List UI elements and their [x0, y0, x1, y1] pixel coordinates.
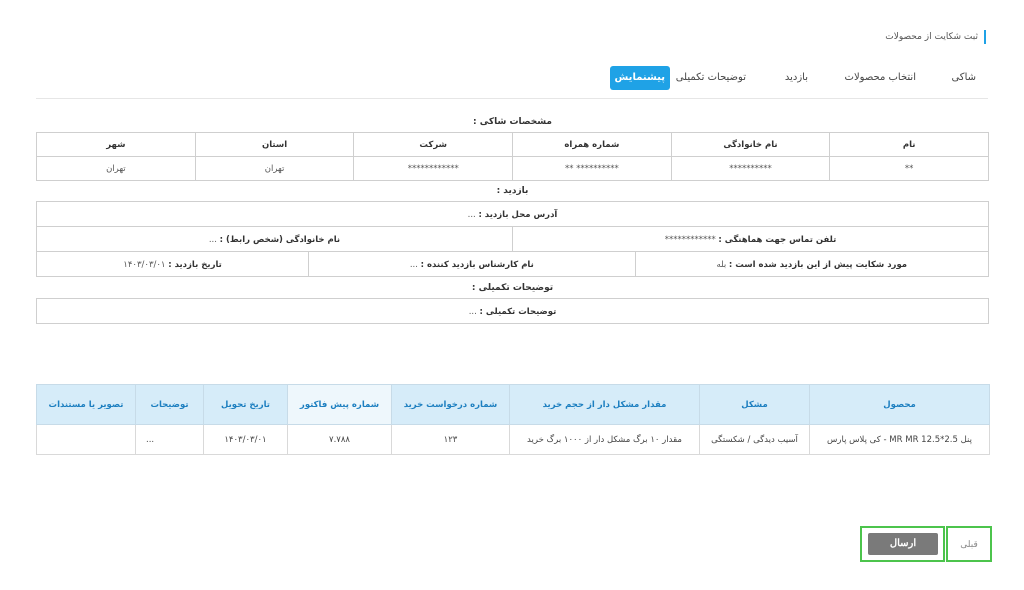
- products-table: [36, 384, 990, 455]
- visited-before-value: بله: [716, 260, 727, 270]
- value-last-name: **********: [671, 157, 830, 181]
- products-header-delivery-date: تاریخ تحویل: [204, 385, 288, 425]
- header-city: شهر: [37, 133, 196, 157]
- complainant-value-row: [37, 157, 989, 181]
- tab-select-products[interactable]: انتخاب محصولات: [844, 72, 916, 83]
- products-header-attachments: تصویر یا مستندات: [37, 385, 136, 425]
- visit-address-label: آدرس محل بازدید :: [478, 210, 558, 220]
- value-mobile: ********** **: [513, 157, 672, 181]
- header-divider: [36, 98, 988, 99]
- delivery-date-cell: ۱۴۰۳/۰۳/۰۱: [204, 425, 288, 455]
- tab-visit[interactable]: بازدید: [784, 72, 808, 83]
- visit-phone-value: ************: [664, 235, 716, 245]
- table-row: [37, 425, 990, 455]
- header-last-name: نام خانوادگی: [671, 133, 830, 157]
- extra-description-label: توضیحات تکمیلی :: [479, 307, 557, 317]
- visit-details-row: [36, 251, 989, 277]
- problem-cell: آسیب دیدگی / شکستگی: [700, 425, 810, 455]
- complainant-table: [36, 132, 989, 181]
- value-company: ************: [354, 157, 513, 181]
- tab-complainant[interactable]: شاکی: [951, 72, 976, 83]
- complainant-section-title: مشخصات شاکی :: [473, 117, 552, 127]
- value-province: تهران: [195, 157, 354, 181]
- header-first-name: نام: [830, 133, 989, 157]
- products-header-problem: مشکل: [700, 385, 810, 425]
- visit-date-value: ۱۴۰۳/۰۳/۰۱: [123, 260, 166, 270]
- extra-section-title: توضیحات تکمیلی :: [471, 283, 554, 293]
- products-header-request-number: شماره درخواست خرید: [392, 385, 510, 425]
- visit-contact-label: نام خانوادگی (شخص رابط) :: [219, 235, 341, 245]
- products-header-defect-amount: مقدار مشکل دار از حجم خرید: [510, 385, 700, 425]
- extra-description-value: ...: [468, 307, 477, 317]
- products-header-product: محصول: [810, 385, 990, 425]
- visited-before-label: مورد شکایت پیش از این بازدید شده است :: [728, 260, 908, 270]
- proforma-number-cell: ۷.۷۸۸: [288, 425, 392, 455]
- extra-description-row: [36, 298, 989, 324]
- tab-preview[interactable]: پیشنمایش: [610, 66, 670, 90]
- header-province: استان: [195, 133, 354, 157]
- visit-phone-label: تلفن تماس جهت هماهنگی :: [718, 235, 837, 245]
- preview-panel: [36, 112, 989, 323]
- product-cell: پنل MR MR 12.5*2.5 - کی پلاس پارس: [810, 425, 990, 455]
- previous-button[interactable]: قبلی: [953, 533, 985, 555]
- page-title: ثبت شکایت از محصولات: [885, 30, 986, 44]
- visit-expert-value: ...: [409, 260, 418, 270]
- header-mobile: شماره همراه: [513, 133, 672, 157]
- visit-contact-value: ...: [208, 235, 217, 245]
- products-header-proforma-number: شماره پیش فاکتور: [288, 385, 392, 425]
- products-header-description: توضیحات: [136, 385, 204, 425]
- description-cell: ...: [136, 425, 204, 455]
- send-button-highlight: [860, 526, 945, 562]
- request-number-cell: ۱۲۳: [392, 425, 510, 455]
- visit-address-value: ...: [467, 210, 476, 220]
- prev-button-highlight: [946, 526, 992, 562]
- products-header-row: [37, 385, 990, 425]
- complainant-header-row: [37, 133, 989, 157]
- tab-extra-description[interactable]: توضیحات تکمیلی: [675, 72, 746, 83]
- value-city: تهران: [37, 157, 196, 181]
- attachments-cell: [37, 425, 136, 455]
- visit-section-title: بازدید :: [496, 186, 529, 196]
- visit-address-row: [36, 201, 989, 227]
- visit-contact-row: [36, 226, 989, 252]
- send-button[interactable]: ارسال: [868, 533, 938, 555]
- visit-date-label: تاریخ بازدید :: [168, 260, 222, 270]
- defect-amount-cell: مقدار ۱۰ برگ مشکل دار از ۱۰۰۰ برگ خرید: [510, 425, 700, 455]
- wizard-tabs: [610, 66, 984, 90]
- visit-expert-label: نام کارشناس بازدید کننده :: [420, 260, 534, 270]
- header-company: شرکت: [354, 133, 513, 157]
- value-first-name: **: [830, 157, 989, 181]
